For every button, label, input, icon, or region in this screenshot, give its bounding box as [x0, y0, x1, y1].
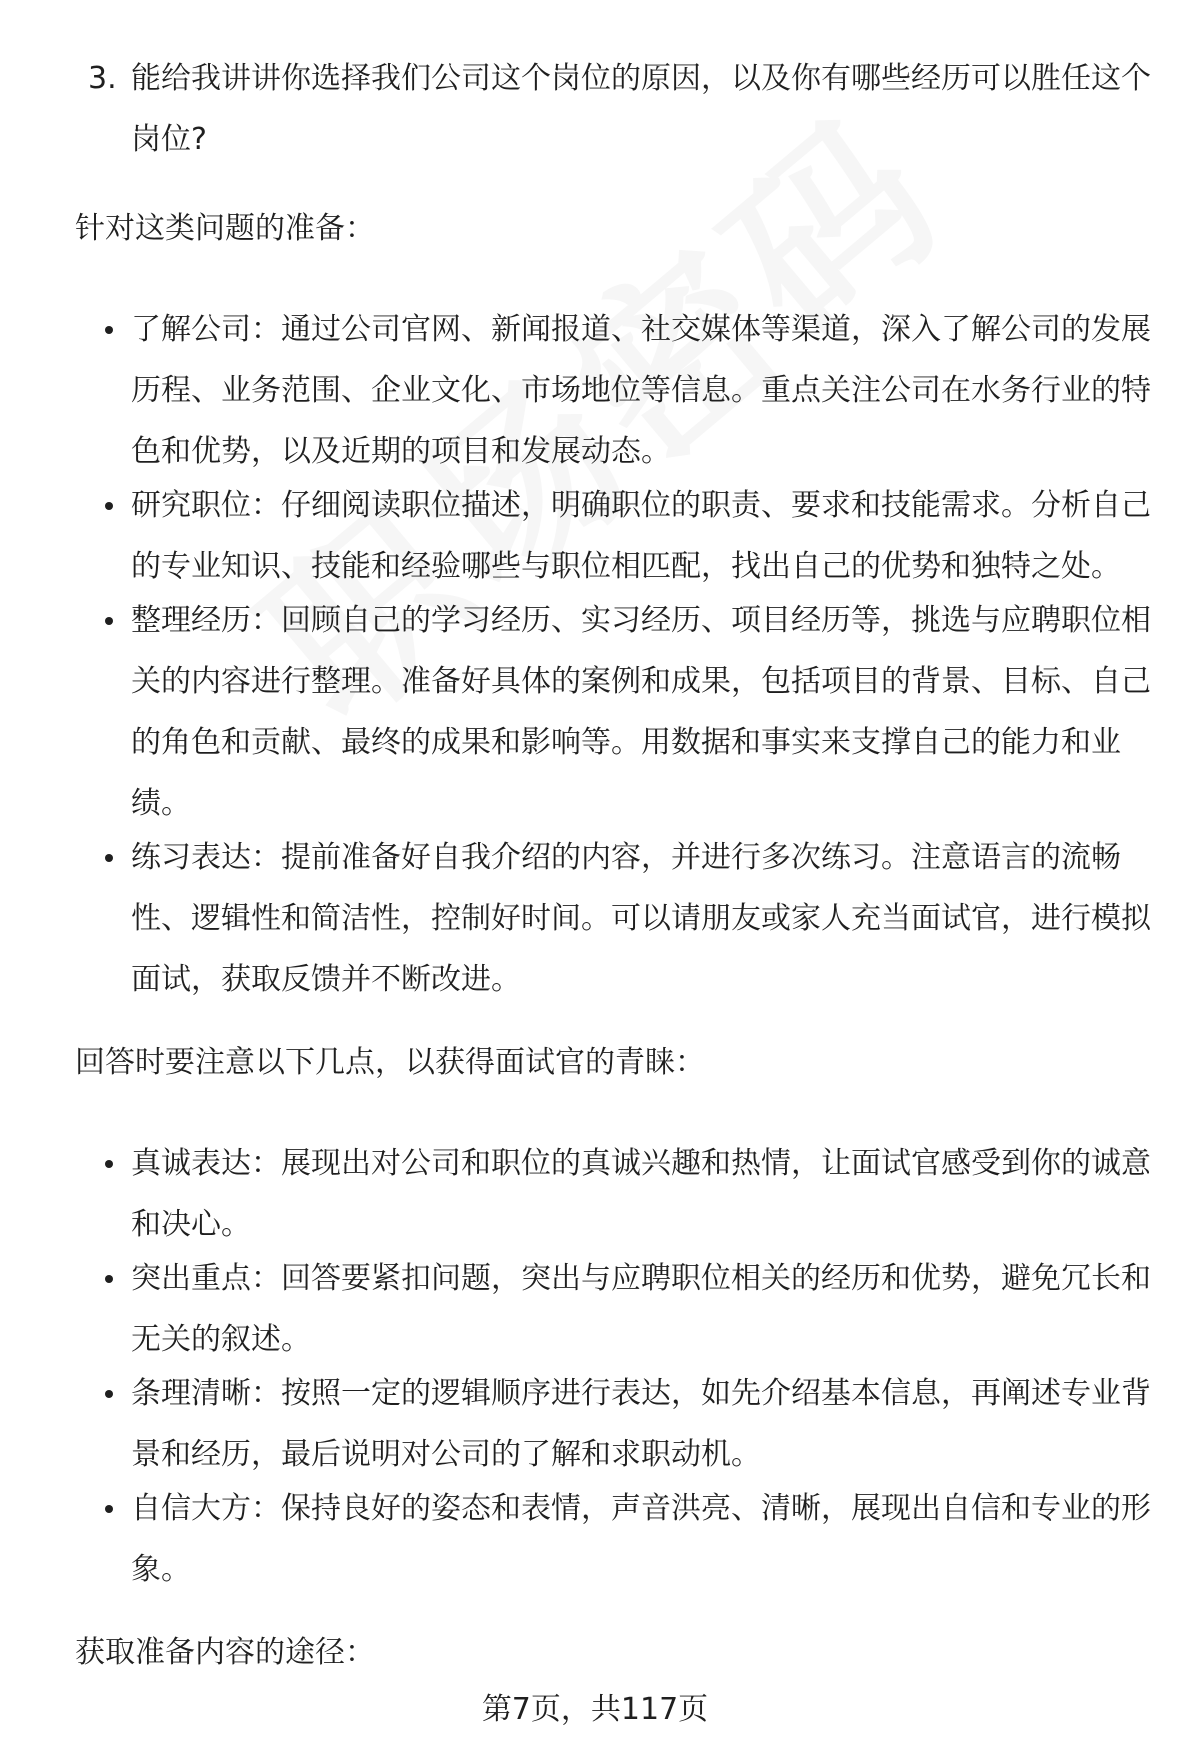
- question-number: 3.: [88, 61, 117, 96]
- question-text: 能给我讲讲你选择我们公司这个岗位的原因，以及你有哪些经历可以胜任这个岗位?: [131, 61, 1151, 157]
- bullet-icon: [105, 1275, 113, 1283]
- bullet-icon: [105, 617, 113, 625]
- bullet-icon: [105, 1160, 113, 1168]
- section2-heading: 回答时要注意以下几点，以获得面试官的青睐：: [75, 1045, 705, 1080]
- bullet-icon: [105, 1505, 113, 1513]
- content: [75, 48, 1165, 1683]
- bullet-icon: [105, 326, 113, 334]
- bullet-icon: [105, 1390, 113, 1398]
- bullet-icon: [105, 502, 113, 510]
- section2-list: [75, 1133, 1165, 1600]
- question-item: [75, 48, 1165, 170]
- list-item: 真诚表达：展现出对公司和职位的真诚兴趣和热情，让面试官感受到你的诚意和决心。: [75, 1133, 1165, 1255]
- list-item: 了解公司：通过公司官网、新闻报道、社交媒体等渠道，深入了解公司的发展历程、业务范围、企业文化、市场地位等信息。重点关注公司在水务行业的特色和优势，以及近期的项目和发展动态。: [75, 299, 1165, 482]
- list-item: 条理清晰：按照一定的逻辑顺序进行表达，如先介绍基本信息，再阐述专业背景和经历，最后说明对公司的了解和求职动机。: [75, 1363, 1165, 1485]
- section3-heading: 获取准备内容的途径：: [75, 1635, 375, 1670]
- list-item: 突出重点：回答要紧扣问题，突出与应聘职位相关的经历和优势，避免冗长和无关的叙述。: [75, 1248, 1165, 1370]
- section1-list: [75, 299, 1165, 1010]
- list-item: 整理经历：回顾自己的学习经历、实习经历、项目经历等，挑选与应聘职位相关的内容进行整理。准备好具体的案例和成果，包括项目的背景、目标、自己的角色和贡献、最终的成果和影响等。用数据和事实来支撑自己的能力和业绩。: [75, 590, 1165, 834]
- list-item: 研究职位：仔细阅读职位描述，明确职位的职责、要求和技能需求。分析自己的专业知识、技能和经验哪些与职位相匹配，找出自己的优势和独特之处。: [75, 475, 1165, 597]
- page-number: 第7页，共117页: [481, 1692, 709, 1727]
- list-item: 练习表达：提前准备好自我介绍的内容，并进行多次练习。注意语言的流畅性、逻辑性和简洁性，控制好时间。可以请朋友或家人充当面试官，进行模拟面试，获取反馈并不断改进。: [75, 827, 1165, 1010]
- list-item: 自信大方：保持良好的姿态和表情，声音洪亮、清晰，展现出自信和专业的形象。: [75, 1478, 1165, 1600]
- section1-heading: 针对这类问题的准备：: [75, 211, 375, 246]
- bullet-icon: [105, 854, 113, 862]
